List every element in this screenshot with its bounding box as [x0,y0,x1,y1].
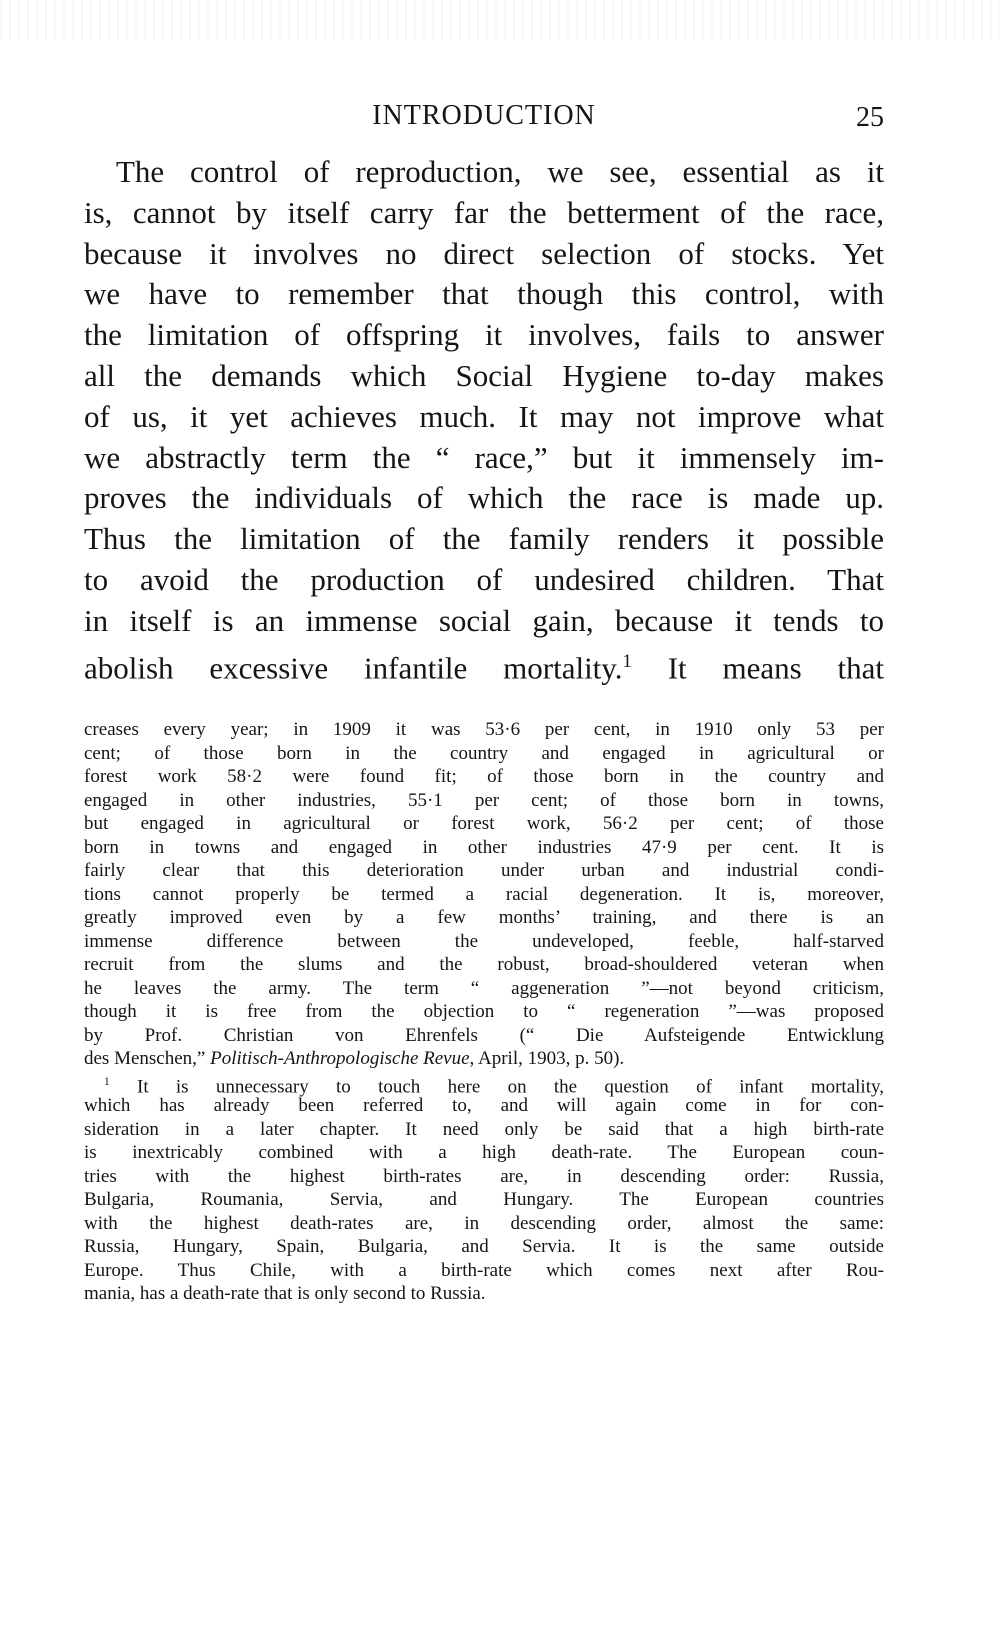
body-line: because it involves no direct selection of stocks. Yet [84,235,884,271]
footnote-line: greatly improved even by a few months’ training, and there is an [84,907,884,928]
footnote-line: is inextricably combined with a high death-rate. The European coun- [84,1142,884,1163]
body-line: in itself is an immense social gain, because it tends to [84,602,884,638]
footnote-line: born in towns and engaged in other industries 47·9 per cent. It is [84,836,884,858]
footnote-line: creases every year; in 1909 it was 53·6 per cent, in 1910 only 53 per [84,719,884,740]
footnote-line: Europe. Thus Chile, with a birth-rate which comes next after Rou- [84,1259,884,1281]
footnote-line [84,1047,884,1071]
footnote-line: Bulgaria, Roumania, Servia, and Hungary. The European countries [84,1189,884,1210]
body-line: Thus the limitation of the family renders it possible [84,521,884,557]
body-line: is, cannot by itself carry far the betterment of the race, [84,194,884,230]
footnote-line: which has already been referred to, and will again come in for con- [84,1095,884,1116]
footnote-line: engaged in other industries, 55·1 per cent; of those born in towns, [84,789,884,811]
footnote-line: tries with the highest birth-rates are, in descending order: Russia, [84,1165,884,1187]
running-title: INTRODUCTION [372,100,596,131]
body-line: we have to remember that though this control, with [84,276,884,312]
footnote-line: but engaged in agricultural or forest work, 56·2 per cent; of those [84,813,884,834]
body-line: the limitation of offspring it involves, fails to answer [84,317,884,353]
footnote-line [84,1071,884,1095]
body-text-segment: It means that [667,649,884,685]
footnote-reference: 1 [622,650,632,672]
footnote-line: sideration in a later chapter. It need only be said that a high birth-rate [84,1118,884,1140]
footnote-line: fairly clear that this deterioration under urban and industrial condi- [84,860,884,881]
footnote-line: forest work 58·2 were found fit; of those born in the country and [84,766,884,787]
footnote-line: with the highest death-rates are, in descending order, almost the same: [84,1212,884,1234]
page-number: 25 [856,102,884,133]
footnote-text-segment: des Menschen,” [84,1048,211,1069]
body-line: The control of reproduction, we see, essential as it [116,154,884,189]
footnote-text-segment: , April, 1903, p. 50). [469,1048,625,1069]
body-line: all the demands which Social Hygiene to-day makes [84,357,884,393]
footnotes [84,718,884,1306]
footnote-line: by Prof. Christian von Ehrenfels (“ Die Aufsteigende Entwicklung [84,1024,884,1046]
footnote-line: recruit from the slums and the robust, broad-shouldered veteran when [84,954,884,975]
scan-edge-noise [0,0,1000,40]
footnote-line: mania, has a death-rate that is only second to Russia. [84,1283,486,1304]
footnote-line: immense difference between the undeveloped, feeble, half-starved [84,930,884,952]
running-head [84,100,884,140]
footnote-text-segment: It is unnecessary to touch here on the question of infant mortality, [137,1075,884,1097]
body-line: to avoid the production of undesired children. That [84,561,884,597]
body-line-last [84,642,884,683]
footnote-line: Russia, Hungary, Spain, Bulgaria, and Servia. It is the same outside [84,1236,884,1257]
body-line: of us, it yet achieves much. It may not improve what [84,398,884,434]
footnote-line: tions cannot properly be termed a racial degeneration. It is, moreover, [84,883,884,905]
footnote-marker: 1 [104,1075,110,1088]
footnote-line: he leaves the army. The term “ aggeneration ”—not beyond criticism, [84,977,884,999]
body-line: proves the individuals of which the race is made up. [84,480,884,516]
journal-title: Politisch-Anthropologische Revue [210,1048,470,1069]
body-line: we abstractly term the “ race,” but it immensely im- [84,439,884,475]
body-paragraph [84,152,884,685]
footnote-line: cent; of those born in the country and engaged in agricultural or [84,742,884,764]
footnote-line: though it is free from the objection to “ regeneration ”—was proposed [84,1001,884,1022]
body-text-segment: abolish excessive infantile mortality. [84,649,623,685]
